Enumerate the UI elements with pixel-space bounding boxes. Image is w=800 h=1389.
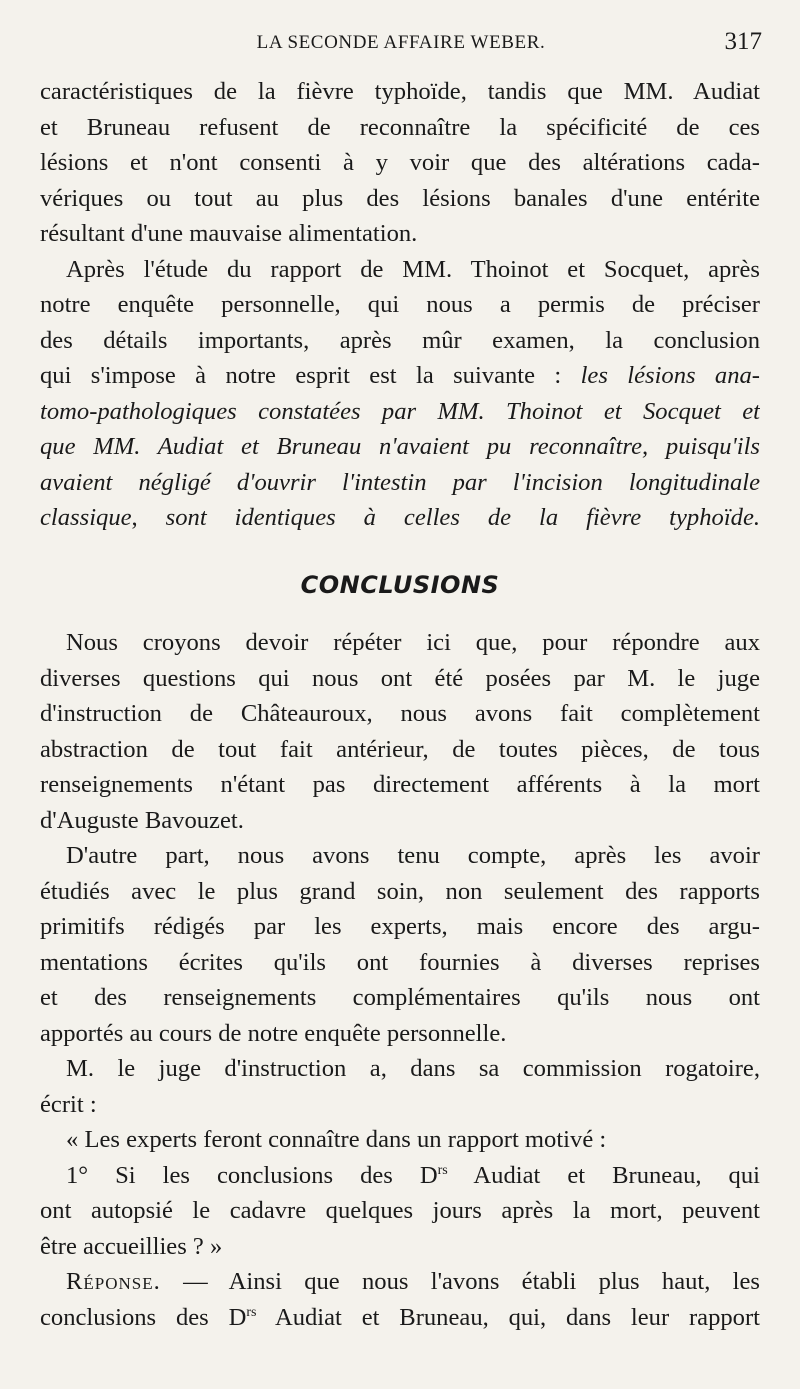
superscript: rs <box>246 1304 257 1320</box>
italic-run: avaient négligé d'ouvrir l'intestin par l'incision longitudinale <box>40 468 760 496</box>
text-line <box>40 394 760 430</box>
text-line: notre enquête personnelle, qui nous a permis de préciser <box>40 291 760 318</box>
text-run: Audiat et Bruneau, qui, dans leur rapport <box>256 1303 760 1331</box>
italic-run: classique <box>40 504 132 531</box>
text-line: D'autre part, nous avons tenu compte, après les avoir <box>66 842 760 869</box>
running-title: LA SECONDE AFFAIRE WEBER. <box>256 32 546 53</box>
text-line: être accueillies ? » <box>40 1232 223 1260</box>
text-run: conclusions des D <box>40 1303 247 1331</box>
quoted-question <box>40 1122 760 1264</box>
text-line: vériques ou tout au plus des lésions banales d'une entérite <box>40 184 760 212</box>
text-line: et Bruneau refusent de reconnaître la spécificité de ces <box>40 113 760 141</box>
text-run: — Ainsi que nous l'avons établi plus haut, les <box>160 1268 760 1295</box>
text-line: apportés au cours de notre enquête personnelle. <box>40 1019 507 1047</box>
text-line: des détails importants, après mûr examen, la conclusion <box>40 326 760 354</box>
response-label: Réponse. <box>66 1268 161 1295</box>
text-line <box>40 429 760 465</box>
paragraph-continuation <box>40 74 760 252</box>
text-line: mentations écrites qu'ils ont fournies à diverses reprises <box>40 948 760 976</box>
page-number: 317 <box>724 28 762 55</box>
text-line: primitifs rédigés par les experts, mais encore des argu- <box>40 913 760 940</box>
section-heading: CONCLUSIONS <box>300 570 500 599</box>
body-text <box>40 74 760 1335</box>
text-line: écrit : <box>40 1090 97 1118</box>
text-line: d'Auguste Bavouzet. <box>40 806 244 834</box>
text-line <box>40 1158 760 1194</box>
italic-run: que MM. Audiat et Bruneau n'avaient pu reconnaître, puisqu'ils <box>40 433 760 460</box>
text-line: Nous croyons devoir répéter ici que, pour répondre aux <box>66 629 760 656</box>
text-run: , <box>131 504 166 531</box>
text-line <box>40 1300 760 1336</box>
paragraph-commission <box>40 1051 760 1122</box>
text-run: 1° Si les conclusions des D <box>66 1161 438 1189</box>
text-run: Audiat et Bruneau, qui <box>447 1161 760 1189</box>
text-line <box>40 358 760 394</box>
paragraph-analysis <box>40 252 760 536</box>
text-line: caractéristiques de la fièvre typhoïde, tandis que MM. Audiat <box>40 78 760 105</box>
text-line <box>40 1264 760 1300</box>
paragraph-conclusions <box>40 625 760 838</box>
text-run: qui s'impose à notre esprit est la suivante : <box>40 362 581 389</box>
text-line: M. le juge d'instruction a, dans sa commission rogatoire, <box>66 1055 760 1082</box>
text-line: d'instruction de Châteauroux, nous avons fait complètement <box>40 700 760 727</box>
paragraph-response <box>40 1264 760 1335</box>
text-line: Après l'étude du rapport de MM. Thoinot et Socquet, après <box>66 255 760 283</box>
text-line: « Les experts feront connaître dans un rapport motivé : <box>66 1126 607 1153</box>
text-line: et des renseignements complémentaires qu'ils nous ont <box>40 984 760 1011</box>
text-line: lésions et n'ont consenti à y voir que des altérations cada- <box>40 149 760 176</box>
text-line: résultant d'une mauvaise alimentation. <box>40 220 418 247</box>
italic-run: tomo-pathologiques constatées par MM. Thoinot et Socquet et <box>40 397 760 425</box>
paragraph-reports <box>40 838 760 1051</box>
italic-run: sont identiques à celles de la fièvre typhoïde. <box>165 504 760 531</box>
text-line: diverses questions qui nous ont été posées par M. le juge <box>40 664 760 692</box>
running-head <box>40 28 762 66</box>
superscript: rs <box>437 1162 448 1178</box>
text-line: ont autopsié le cadavre quelques jours après la mort, peuvent <box>40 1197 760 1224</box>
text-line <box>40 500 760 536</box>
text-line: renseignements n'étant pas directement afférents à la mort <box>40 771 760 798</box>
text-line <box>40 465 760 501</box>
text-line: abstraction de tout fait antérieur, de toutes pièces, de tous <box>40 735 760 763</box>
text-line: étudiés avec le plus grand soin, non seulement des rapports <box>40 877 760 905</box>
italic-run: les lésions ana- <box>580 362 760 389</box>
